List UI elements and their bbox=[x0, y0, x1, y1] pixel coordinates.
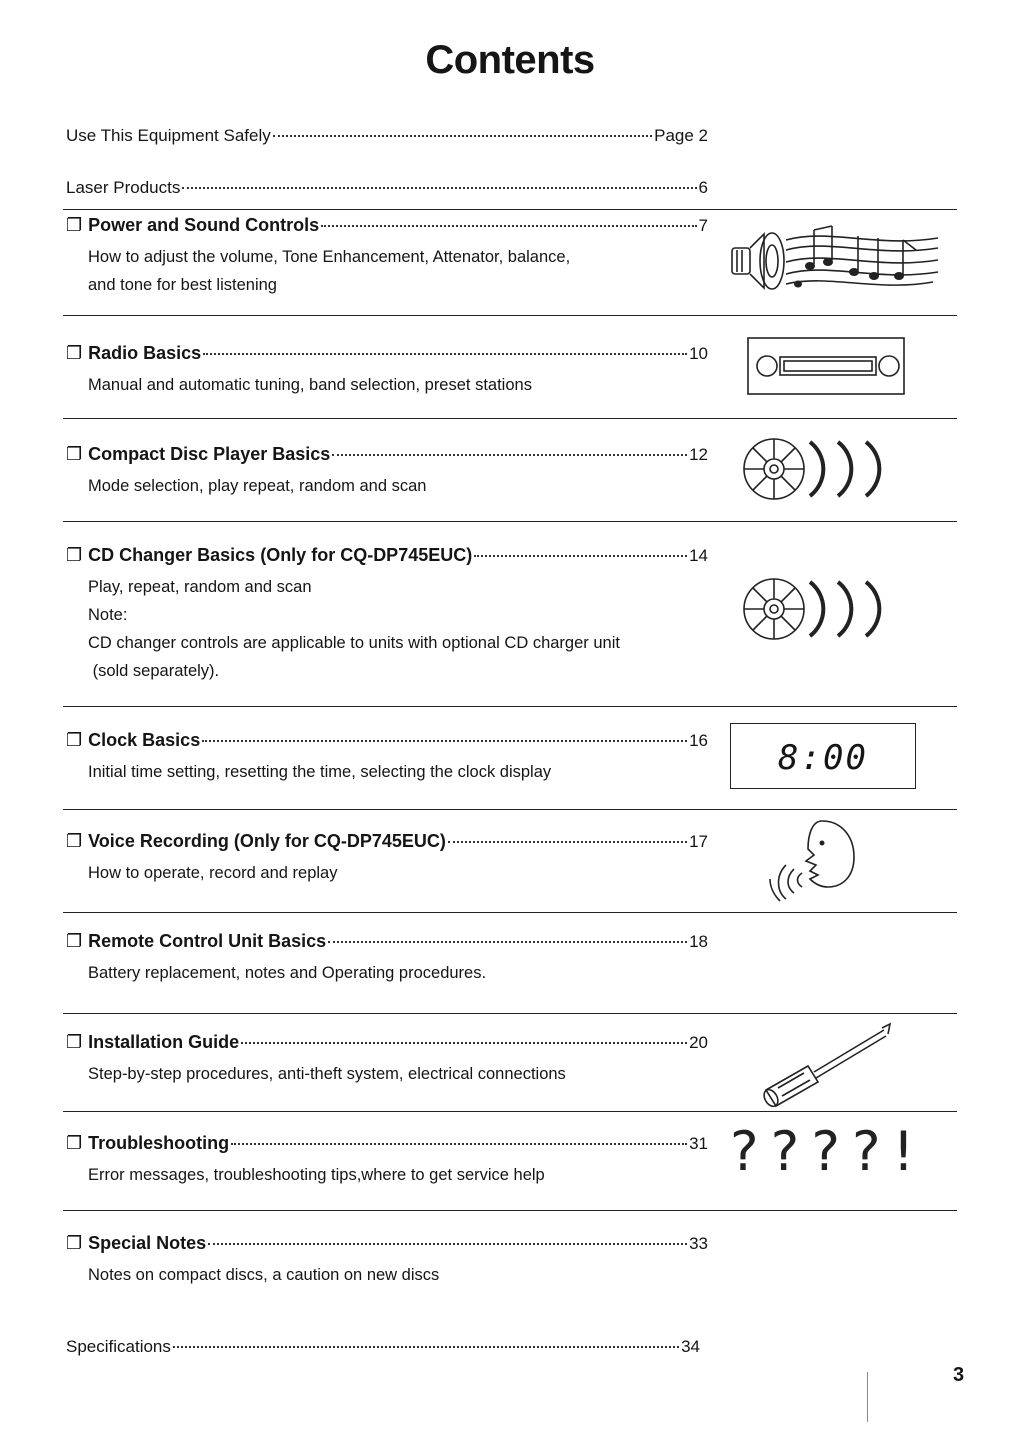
checkbox-icon: ❐ bbox=[66, 730, 83, 750]
clock-display-readout: 8:00 bbox=[778, 738, 868, 778]
section-divider bbox=[63, 912, 957, 913]
section-title: CD Changer Basics (Only for CQ-DP745EUC) bbox=[88, 545, 473, 565]
checkbox-icon: ❐ bbox=[66, 545, 83, 565]
description-line: Manual and automatic tuning, band selection, preset stations bbox=[88, 376, 532, 394]
checkbox-icon: ❐ bbox=[66, 1032, 83, 1052]
section-title: Troubleshooting bbox=[88, 1133, 230, 1153]
section-description bbox=[88, 371, 708, 399]
section-title: Remote Control Unit Basics bbox=[88, 931, 327, 951]
toc-page-number: 20 bbox=[689, 1033, 708, 1052]
page-title: Contents bbox=[425, 38, 595, 82]
section-title: Clock Basics bbox=[88, 730, 201, 750]
toc-section-troubleshooting[interactable] bbox=[66, 1133, 708, 1159]
section-divider bbox=[63, 706, 957, 707]
section-title: Radio Basics bbox=[88, 343, 202, 363]
checkbox-icon: ❐ bbox=[66, 215, 83, 235]
description-line: Mode selection, play repeat, random and scan bbox=[88, 477, 427, 495]
cd-changer-disc-icon bbox=[740, 574, 910, 644]
description-line: Play, repeat, random and scan bbox=[88, 578, 312, 596]
screwdriver-icon bbox=[758, 1020, 893, 1110]
section-description bbox=[88, 959, 708, 987]
leader-dots bbox=[241, 1042, 687, 1044]
section-description bbox=[88, 1261, 708, 1289]
toc-page-number: 10 bbox=[689, 344, 708, 363]
checkbox-icon: ❐ bbox=[66, 831, 83, 851]
leader-dots bbox=[203, 353, 687, 355]
leader-dots bbox=[474, 555, 687, 557]
description-line: Error messages, troubleshooting tips,where to get service help bbox=[88, 1166, 545, 1184]
toc-page-number: Page 2 bbox=[654, 126, 708, 145]
description-line: Notes on compact discs, a caution on new discs bbox=[88, 1266, 440, 1284]
section-description bbox=[88, 472, 708, 500]
section-title: Power and Sound Controls bbox=[88, 215, 320, 235]
toc-page-number: 16 bbox=[689, 731, 708, 750]
section-description bbox=[88, 573, 708, 685]
description-line: (sold separately). bbox=[88, 662, 220, 680]
toc-page-number: 18 bbox=[689, 932, 708, 951]
toc-section-installation[interactable] bbox=[66, 1032, 708, 1058]
toc-section-special-notes[interactable] bbox=[66, 1233, 708, 1259]
toc-page-number: 34 bbox=[681, 1337, 700, 1356]
toc-page-number: 31 bbox=[689, 1134, 708, 1153]
toc-section-radio[interactable] bbox=[66, 343, 708, 369]
section-title: Voice Recording (Only for CQ-DP745EUC) bbox=[88, 831, 446, 851]
toc-page-number: 6 bbox=[698, 178, 708, 197]
section-title: Compact Disc Player Basics bbox=[88, 444, 331, 464]
description-line: Battery replacement, notes and Operating procedures. bbox=[88, 964, 487, 982]
section-description bbox=[88, 1161, 708, 1189]
question-marks-icon: ????! bbox=[730, 1120, 927, 1183]
toc-page-number: 12 bbox=[689, 445, 708, 464]
leader-dots bbox=[202, 740, 687, 742]
description-line: Initial time setting, resetting the time, selecting the clock display bbox=[88, 763, 552, 781]
section-divider bbox=[63, 1210, 957, 1211]
description-line: Note: bbox=[88, 606, 128, 624]
toc-section-remote-control[interactable] bbox=[66, 931, 708, 957]
clock-display-icon bbox=[730, 723, 916, 789]
leader-dots bbox=[332, 454, 687, 456]
checkbox-icon: ❐ bbox=[66, 343, 83, 363]
section-title: Special Notes bbox=[88, 1233, 207, 1253]
toc-entry-label: Use This Equipment Safely bbox=[66, 126, 271, 145]
leader-dots bbox=[173, 1346, 679, 1348]
leader-dots bbox=[328, 941, 687, 943]
description-line: Step-by-step procedures, anti-theft system, electrical connections bbox=[88, 1065, 566, 1083]
leader-dots bbox=[321, 225, 696, 227]
description-line: CD changer controls are applicable to units with optional CD charger unit bbox=[88, 634, 620, 652]
toc-section-cd-changer[interactable] bbox=[66, 545, 708, 571]
checkbox-icon: ❐ bbox=[66, 444, 83, 464]
compact-disc-icon bbox=[740, 434, 910, 504]
checkbox-icon: ❐ bbox=[66, 931, 83, 951]
section-description bbox=[88, 859, 708, 887]
leader-dots bbox=[231, 1143, 687, 1145]
toc-section-cd-player[interactable] bbox=[66, 444, 708, 470]
checkbox-icon: ❐ bbox=[66, 1233, 83, 1253]
toc-entry-safety[interactable] bbox=[66, 126, 708, 152]
speaker-music-notes-icon bbox=[728, 218, 943, 300]
toc-entry-specifications[interactable] bbox=[66, 1337, 700, 1363]
speaking-head-icon bbox=[762, 815, 862, 905]
section-divider bbox=[63, 1111, 957, 1112]
toc-section-power-sound[interactable] bbox=[66, 215, 708, 241]
toc-page-number: 14 bbox=[689, 546, 708, 565]
toc-page-number: 7 bbox=[698, 216, 708, 235]
radio-faceplate-icon bbox=[746, 336, 908, 396]
toc-entry-label: Laser Products bbox=[66, 178, 181, 197]
toc-page-number: 33 bbox=[689, 1234, 708, 1253]
section-title: Installation Guide bbox=[88, 1032, 240, 1052]
section-divider bbox=[63, 809, 957, 810]
page-number: 3 bbox=[953, 1364, 965, 1386]
section-divider bbox=[63, 209, 957, 210]
toc-entry-label: Specifications bbox=[66, 1337, 171, 1356]
leader-dots bbox=[208, 1243, 687, 1245]
leader-dots bbox=[273, 135, 652, 137]
leader-dots bbox=[182, 187, 696, 189]
section-divider bbox=[63, 1013, 957, 1014]
toc-section-clock[interactable] bbox=[66, 730, 708, 756]
section-divider bbox=[63, 315, 957, 316]
checkbox-icon: ❐ bbox=[66, 1133, 83, 1153]
section-description bbox=[88, 243, 708, 299]
section-divider bbox=[63, 521, 957, 522]
margin-mark bbox=[867, 1372, 868, 1422]
description-line: How to adjust the volume, Tone Enhancement, Attenator, balance, bbox=[88, 248, 571, 266]
section-description bbox=[88, 1060, 708, 1088]
toc-page-number: 17 bbox=[689, 832, 708, 851]
leader-dots bbox=[448, 841, 687, 843]
section-divider bbox=[63, 418, 957, 419]
toc-section-voice-recording[interactable] bbox=[66, 831, 708, 857]
toc-entry-laser[interactable] bbox=[66, 178, 708, 204]
description-line: and tone for best listening bbox=[88, 276, 277, 294]
description-line: How to operate, record and replay bbox=[88, 864, 338, 882]
section-description bbox=[88, 758, 708, 786]
